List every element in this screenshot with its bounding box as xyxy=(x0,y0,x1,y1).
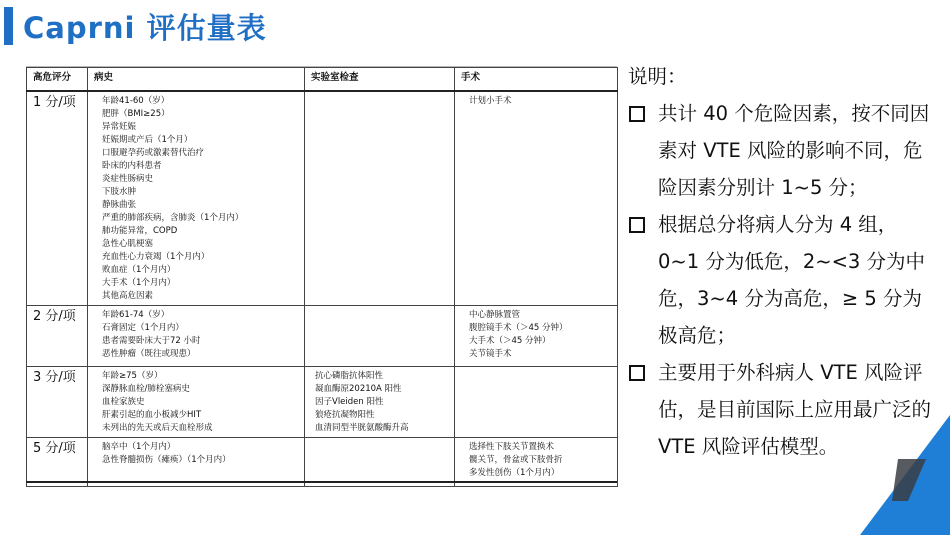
notes-heading: 说明： xyxy=(628,65,687,88)
history-item: 患者需要卧床大于72 小时 xyxy=(102,335,201,346)
table-bottom-rule xyxy=(26,481,617,483)
header-history: 病史 xyxy=(88,68,305,92)
lab-cell xyxy=(305,305,455,366)
history-item: 年龄41-60（岁） xyxy=(102,96,170,106)
header-lab: 实验室检查 xyxy=(305,68,455,92)
lab-item: 凝血酶原20210A 阳性 xyxy=(315,383,402,394)
history-item: 妊娠期或产后（1个月） xyxy=(102,135,193,145)
history-item: 严重的肺部疾病，含肺炎（1个月内） xyxy=(102,213,244,223)
header-surgery: 手术 xyxy=(455,68,618,92)
surgery-cell xyxy=(455,91,618,305)
surgery-item: 中心静脉置管 xyxy=(469,309,521,320)
corner-decoration xyxy=(820,415,950,535)
header-score: 高危评分 xyxy=(27,68,88,92)
history-item: 未列出的先天或后天血栓形成 xyxy=(102,422,213,433)
history-cell xyxy=(88,91,305,305)
lab-item: 狼疮抗凝物阳性 xyxy=(315,409,375,420)
history-cell xyxy=(88,366,305,437)
score-cell: 5 分/项 xyxy=(27,437,88,486)
surgery-item: 腹腔镜手术（＞45 分钟） xyxy=(469,322,568,333)
history-item: 肺功能异常，COPD xyxy=(102,226,178,236)
history-item: 年龄≥75（岁） xyxy=(102,370,163,381)
score-cell: 3 分/项 xyxy=(27,366,88,437)
caprini-table-container xyxy=(26,66,617,483)
surgery-item: 计划小手术 xyxy=(469,96,512,106)
score-cell: 1 分/项 xyxy=(27,91,88,305)
history-item: 异常妊娠 xyxy=(102,122,137,132)
surgery-cell xyxy=(455,366,618,437)
surgery-cell xyxy=(455,437,618,486)
surgery-item: 大手术（＞45 分钟） xyxy=(469,335,551,346)
table-row xyxy=(27,437,618,486)
note-bullet xyxy=(628,206,938,354)
lab-cell xyxy=(305,437,455,486)
history-cell xyxy=(88,437,305,486)
surgery-item: 髋关节，骨盆或下肢骨折 xyxy=(469,454,563,465)
history-item: 血栓家族史 xyxy=(102,396,145,407)
history-item: 大手术（1个月内） xyxy=(102,278,176,288)
history-item: 肝素引起的血小板减少HIT xyxy=(102,409,202,420)
table-row xyxy=(27,366,618,437)
square-bullet-icon xyxy=(629,217,645,233)
lab-item: 因子Vleiden 阳性 xyxy=(315,396,384,407)
square-bullet-icon xyxy=(629,106,645,122)
history-item: 肥胖（BMI≥25） xyxy=(102,109,170,119)
lab-item: 血清同型半胱氨酸酶升高 xyxy=(315,422,409,433)
history-item: 恶性肿瘤（既往或现患） xyxy=(102,348,196,359)
history-item: 脑卒中（1个月内） xyxy=(102,441,176,452)
history-item: 急性心肌梗塞 xyxy=(102,239,154,249)
square-bullet-icon xyxy=(629,365,645,381)
lab-item: 抗心磷脂抗体阳性 xyxy=(315,370,384,381)
history-item: 年龄61-74（岁） xyxy=(102,309,170,320)
surgery-cell xyxy=(455,305,618,366)
history-item: 口服避孕药或激素替代治疗 xyxy=(102,148,205,158)
history-cell xyxy=(88,305,305,366)
history-item: 炎症性肠病史 xyxy=(102,174,154,184)
caprini-table xyxy=(26,67,618,487)
note-text: 共计 40 个危险因素，按不同因素对 VTE 风险的影响不同，危险因素分别计 1~5 分； xyxy=(658,102,930,199)
history-item: 石膏固定（1个月内） xyxy=(102,322,184,333)
history-item: 下肢水肿 xyxy=(102,187,137,197)
note-text: 根据总分将病人分为 4 组，0~1 分为低危，2~<3 分为中危，3~4 分为高危，≥ 5 分为极高危； xyxy=(658,213,926,347)
history-item: 静脉曲张 xyxy=(102,200,137,210)
history-item: 其他高危因素 xyxy=(102,291,154,301)
history-item: 充血性心力衰竭（1个月内） xyxy=(102,252,210,262)
history-item: 卧床的内科患者 xyxy=(102,161,162,171)
page-title: Caprni 评估量表 xyxy=(23,11,267,45)
history-item: 急性脊髓损伤（瘫痪）（1个月内） xyxy=(102,454,231,465)
note-text: 主要用于外科病人 VTE 风险评估，是目前国际上应用最广泛的 VTE 风险评估模型。 xyxy=(658,361,932,458)
note-bullet xyxy=(628,95,938,206)
history-item: 深静脉血栓/肺栓塞病史 xyxy=(102,383,190,394)
table-row xyxy=(27,91,618,305)
table-row xyxy=(27,305,618,366)
table-header-row xyxy=(27,68,618,92)
surgery-item: 关节镜手术 xyxy=(469,348,512,359)
lab-cell xyxy=(305,91,455,305)
score-cell: 2 分/项 xyxy=(27,305,88,366)
notes-panel xyxy=(628,58,938,465)
title-accent-bar xyxy=(4,7,13,45)
surgery-item: 选择性下肢关节置换术 xyxy=(469,441,555,452)
lab-cell xyxy=(305,366,455,437)
history-item: 败血症（1个月内） xyxy=(102,265,176,275)
surgery-item: 多发性创伤（1个月内） xyxy=(469,467,560,478)
